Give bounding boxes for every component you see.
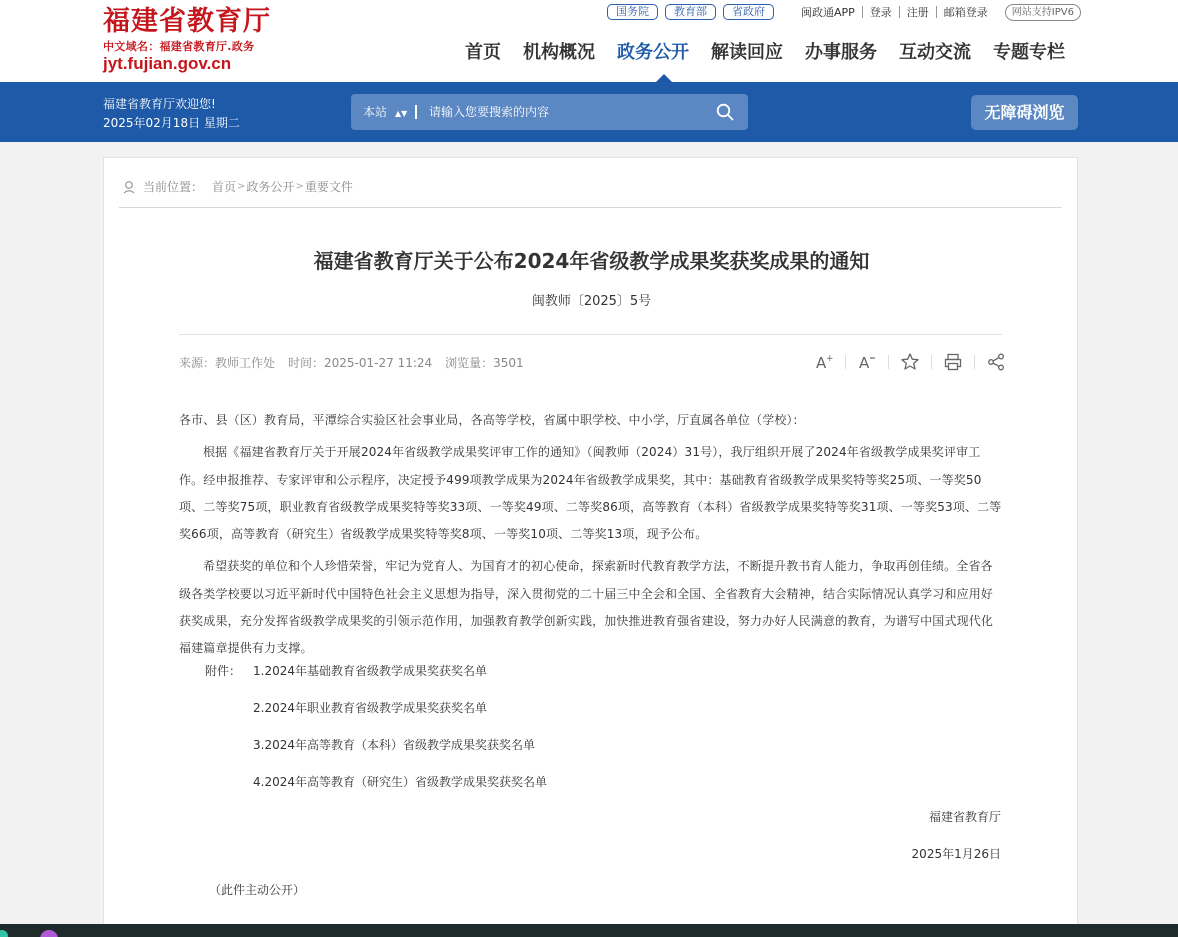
disclosure-note: （此件主动公开） [209, 883, 306, 897]
site-header [0, 0, 1178, 82]
font-decrease-icon[interactable] [857, 352, 877, 372]
svg-text:A: A [859, 354, 870, 372]
search-scope-label: 本站 [363, 105, 388, 119]
article-tools [814, 350, 1006, 374]
share-icon[interactable] [986, 352, 1006, 372]
star-icon[interactable] [900, 352, 920, 372]
divider [845, 355, 846, 369]
breadcrumb-home[interactable]: 首页 [212, 180, 237, 194]
breadcrumb [122, 178, 353, 195]
link-shengzhengfu[interactable]: 省政府 [723, 4, 774, 20]
nav-home[interactable]: 首页 [465, 42, 501, 63]
nav-interpretation[interactable]: 解读回应 [711, 42, 783, 63]
issuing-authority: 福建省教育厅 [928, 810, 1001, 824]
location-icon [122, 180, 136, 194]
nav-about[interactable]: 机构概况 [523, 42, 595, 63]
divider [888, 355, 889, 369]
mail-login-link[interactable]: 邮箱登录 [943, 6, 988, 19]
attachment-label: 附件： [205, 664, 242, 678]
article-views: 浏览量：3501 [445, 356, 524, 370]
search-box [351, 94, 748, 130]
link-app[interactable]: 闽政通APP [801, 6, 855, 19]
accessibility-button[interactable]: 无障碍浏览 [971, 95, 1078, 130]
article-salutation: 各市、县（区）教育局，平潭综合实验区社会事业局，各高等学校，省属中职学校、中小学，厅直属各单位（学校）： [179, 413, 805, 427]
article-paragraph: 希望获奖的单位和个人珍惜荣誉，牢记为党育人、为国育才的初心使命，探索新时代教育教学方法，不断提升教书育人能力，争取再创佳绩。全省各级各类学校要以习近平新时代中国特色社会主义思想为指导，深入贯彻党的二十届三中全会和全国、全省教育大会精神，结合实际情况认真学习和应用好获奖成果，充分发挥省级教学成果奖的引领示范作用，加强教育教学创新实践，加快推进教育强省建设，努力办好人民满意的教育，为谱写中国式现代化福建篇章提供有力支撑。 [179, 559, 994, 656]
search-scope-select[interactable] [363, 94, 407, 130]
current-date: 2025年02月18日 星期二 [103, 116, 240, 130]
article-paragraph: 根据《福建省教育厅关于开展2024年省级教学成果奖评审工作的通知》（闽教师（2024）31号），我厅组织开展了2024年省级教学成果奖评审工作。经申报推荐、专家评审和公示程序，决定授予499项教学成果为2024年省级教学成果奖，其中：基础教育省级教学成果奖特等奖25项、一等奖50项、二等奖75项，职业教育省级教学成果奖特等奖33项、一等奖49项、二等奖86项，高等教育（本科）省级教学成果奖特等奖31项、一等奖53项、二等奖66项，高等教育（研究生）省级教学成果奖特等奖8项、一等奖10项、二等奖13项，现予公布。 [179, 445, 1002, 542]
search-icon[interactable] [716, 103, 734, 121]
app-icon[interactable] [40, 930, 58, 937]
print-icon[interactable] [943, 352, 963, 372]
taskbar [0, 924, 1178, 937]
svg-text:+: + [826, 354, 834, 364]
article-meta [179, 354, 524, 371]
article-source: 来源：教师工作处 [179, 356, 276, 370]
attachment-link-2[interactable]: 2.2024年职业教育省级教学成果奖获奖名单 [253, 701, 487, 715]
attachment-link-4[interactable]: 4.2024年高等教育（研究生）省级教学成果奖获奖名单 [253, 775, 547, 789]
top-links [607, 4, 1081, 20]
updown-arrow-icon: ▲▼ [395, 109, 408, 118]
article-time: 时间：2025-01-27 11:24 [288, 356, 433, 370]
search-input[interactable] [429, 100, 699, 124]
register-link[interactable]: 注册 [906, 6, 929, 19]
active-nav-indicator [656, 74, 672, 82]
divider [179, 334, 1002, 335]
article-title: 福建省教育厅关于公布2024年省级教学成果奖获奖成果的通知 [313, 249, 870, 273]
link-guowuyuan[interactable]: 国务院 [607, 4, 658, 20]
search-band [0, 82, 1178, 142]
breadcrumb-important-documents[interactable]: 重要文件 [304, 180, 353, 194]
attachments [205, 658, 547, 806]
login-link[interactable]: 登录 [869, 6, 892, 19]
nav-government-affairs[interactable]: 政务公开 [617, 42, 689, 63]
attachment-link-3[interactable]: 3.2024年高等教育（本科）省级教学成果奖获奖名单 [253, 738, 535, 752]
nav-services[interactable]: 办事服务 [805, 42, 877, 63]
app-icon[interactable] [0, 930, 8, 937]
site-logo[interactable] [103, 6, 293, 74]
nav-topics[interactable]: 专题专栏 [993, 42, 1065, 63]
nav-interaction[interactable]: 互动交流 [899, 42, 971, 63]
divider [931, 355, 932, 369]
welcome-text: 福建省教育厅欢迎您! [103, 97, 216, 111]
link-jiaoyubu[interactable]: 教育部 [665, 4, 716, 20]
attachment-link-1[interactable]: 1.2024年基础教育省级教学成果奖获奖名单 [253, 664, 487, 678]
search-divider [415, 105, 417, 119]
issue-date: 2025年1月26日 [911, 847, 1001, 861]
article-body [179, 407, 1002, 668]
ipv6-badge: 网站支持IPV6 [1005, 4, 1081, 21]
logo-domain: 中文域名：福建省教育厅.政务 [103, 40, 255, 53]
svg-text:A: A [816, 354, 827, 372]
article-card [103, 157, 1078, 937]
divider [119, 207, 1062, 208]
breadcrumb-government-affairs[interactable]: 政务公开 [246, 180, 295, 194]
main-nav [465, 41, 1065, 65]
document-number: 闽教师〔2025〕5号 [531, 294, 652, 309]
divider [974, 355, 975, 369]
breadcrumb-separator: > [295, 181, 304, 192]
breadcrumb-label: 当前位置： [143, 180, 204, 194]
logo-url: jyt.fujian.gov.cn [103, 54, 232, 73]
font-increase-icon[interactable] [814, 352, 834, 372]
logo-title: 福建省教育厅 [103, 6, 271, 37]
breadcrumb-separator: > [237, 181, 246, 192]
welcome-block [103, 95, 240, 133]
